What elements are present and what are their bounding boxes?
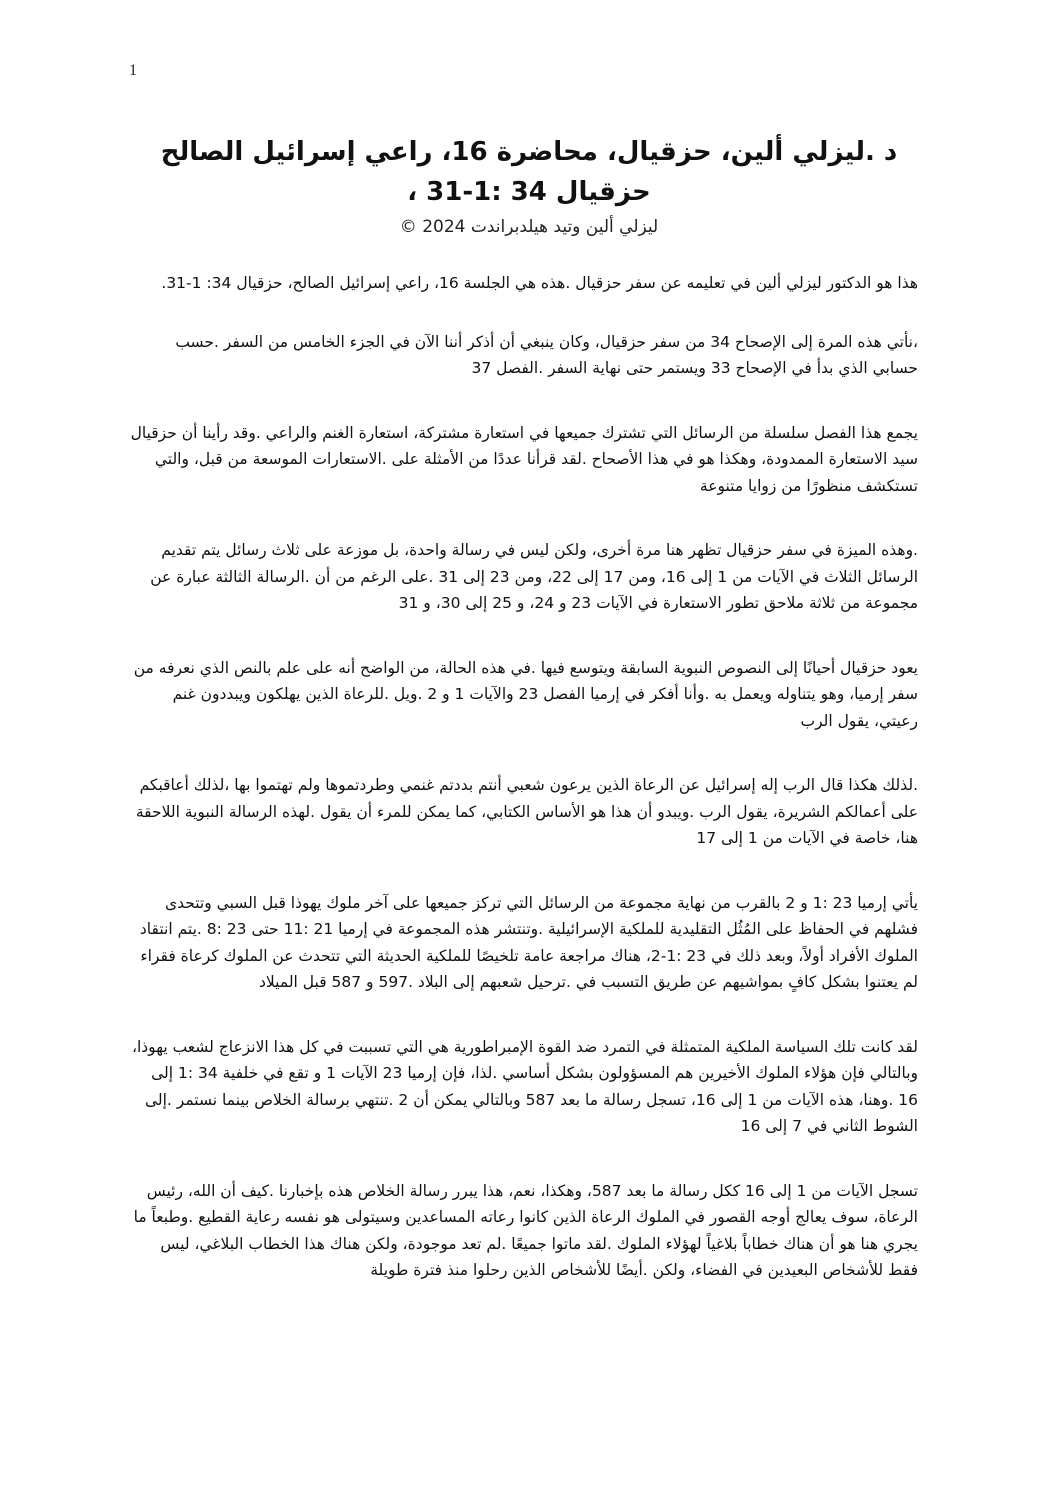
document-title-line-1: د .ليزلي ألين، حزقيال، محاضرة 16، راعي إسرائيل الصالح	[160, 137, 898, 167]
paragraph-1: هذا هو الدكتور ليزلي ألين في تعليمه عن سفر حزقيال .هذه هي الجلسة 16، راعي إسرائيل الصالح، حزقيال 34: 1-31.	[161, 274, 918, 292]
paragraph-7: يأتي إرميا 23 :1 و 2 بالقرب من نهاية مجموعة من الرسائل التي تركز جميعها على آخر ملوك يهوذا قبل السبي وتتحدى فشلهم في الحفاظ على المُثُل التقليدية للملكية الإسرائيلية .وتنتشر هذه المجموعة في إرميا 21 :11 حتى 23 :8 .يتم انتقاد الملوك الأفراد أولاً، وبعد ذلك في 23 :1-2، هناك مراجعة عامة تلخيصًا للملكية الحديثة التي تتحدث عن الملوك كرعاة فقراء لم يعتنوا بشكل كافٍ بمواشيهم عن طريق التسبب في .ترحيل شعبهم إلى البلاد .597 و 587 قبل الميلاد	[139, 893, 918, 991]
page-number: 1	[129, 62, 137, 79]
document-header	[120, 132, 938, 240]
paragraph-5: يعود حزقيال أحيانًا إلى النصوص النبوية السابقة ويتوسع فيها .في هذه الحالة، من الواضح أنه على علم بالنص الذي نعرفه من سفر إرميا، وهو يتناوله ويعمل به .وأنا أفكر في إرميا الفصل 23 والآيات 1 و 2 .ويل .للرعاة الذين يهلكون ويبددون غنم رعيتي، يقول الرب	[133, 658, 918, 730]
document-body	[130, 270, 918, 1322]
document-title-line-2: حزقيال 34 :1-31 ،	[407, 177, 651, 207]
paragraph-3: يجمع هذا الفصل سلسلة من الرسائل التي تشترك جميعها في استعارة مشتركة، استعارة الغنم والراعي .وقد رأينا أن حزقيال سيد الاستعارة الممدودة، وهكذا هو في هذا الأصحاح .لقد قرأنا عددًا من الأمثلة على .الاستعارات الموسعة من قبل، والتي تستكشف منظورًا من زوايا متنوعة	[130, 423, 918, 495]
paragraph-8: لقد كانت تلك السياسة الملكية المتمثلة في التمرد ضد القوة الإمبراطورية هي التي تسببت في كل هذا الانزعاج لشعب يهوذا، وبالتالي فإن هؤلاء الملوك الأخيرين هم المسؤولون بشكل أساسي .لذا، فإن إرميا 23 الآيات 1 و تقع في خلفية 34 :1 إلى 16 .وهنا، هذه الآيات من 1 إلى 16، تسجل رسالة ما بعد 587 وبالتالي يمكن أن 2 .تنتهي برسالة الخلاص بينما نستمر .إلى الشوط الثاني في 7 إلى 16	[131, 1037, 918, 1135]
paragraph-6: .لذلك هكذا قال الرب إله إسرائيل عن الرعاة الذين يرعون شعبي أنتم بددتم غنمي وطردتموها ولم تهتموا بها ،لذلك أعاقبكم على أعمالكم الشريرة، يقول الرب .ويبدو أن هذا هو الأساس الكتابي، كما يمكن للمرء أن يقول .لهذه الرسالة النبوية اللاحقة هنا، خاصة في الآيات من 1 إلى 17	[135, 776, 918, 847]
paragraph-4: .وهذه الميزة في سفر حزقيال تظهر هنا مرة أخرى، ولكن ليس في رسالة واحدة، بل موزعة على ثلاث رسائل يتم تقديم الرسائل الثلاث في الآيات من 1 إلى 16، ومن 17 إلى 22، ومن 23 إلى 31 .على الرغم من أن .الرسالة الثالثة عبارة عن مجموعة من ثلاثة ملاحق تطور الاستعارة في الآيات 23 و 24، و 25 إلى 30، و 31	[150, 541, 918, 612]
copyright-notice: ليزلي ألين وتيد هيلدبراندت 2024 ©	[399, 217, 659, 237]
paragraph-9: تسجل الآيات من 1 إلى 16 ككل رسالة ما بعد 587، وهكذا، نعم، هذا يبرر رسالة الخلاص هذه بإخبارنا .كيف أن الله، رئيس الرعاة، سوف يعالج أوجه القصور في الملوك الرعاة الذين كانوا رعاته المساعدين وسيتولى هو نفسه رعاية القطيع .وطبعاً ما يجري هنا هو أن هناك خطاباً بلاغياً لهؤلاء الملوك .لقد ماتوا جميعًا .لم تعد موجودة، ولكن هناك هذا الخطاب البلاغي، ليس فقط للأشخاص البعيدين في الفضاء، ولكن .أيضًا للأشخاص الذين رحلوا منذ فترة طويلة	[133, 1181, 918, 1279]
paragraph-2: ،نأتي هذه المرة إلى الإصحاح 34 من سفر حزقيال، وكان ينبغي أن أذكر أننا الآن في الجزء الخامس من السفر .حسب حسابي الذي بدأ في الإصحاح 33 ويستمر حتى نهاية السفر .الفصل 37	[175, 332, 918, 377]
